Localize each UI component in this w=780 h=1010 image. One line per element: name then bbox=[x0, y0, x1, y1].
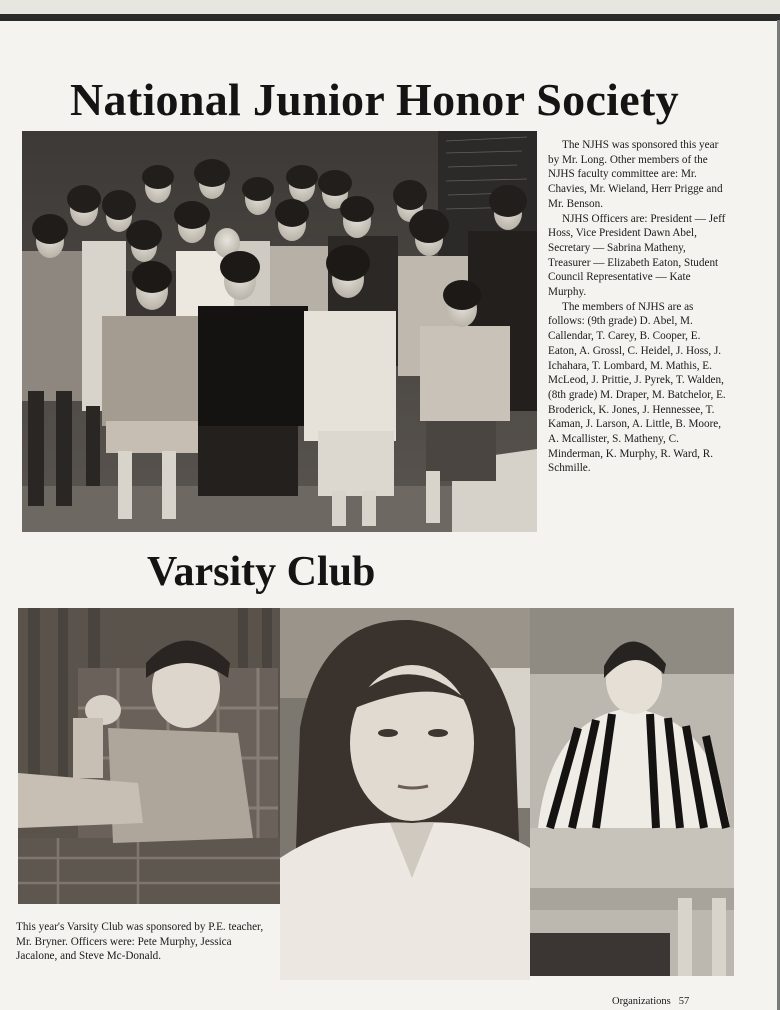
varsity-photo-girl bbox=[280, 608, 530, 980]
page-footer bbox=[612, 996, 689, 1007]
njhs-heading: National Junior Honor Society bbox=[70, 74, 679, 125]
footer-section: Organizations bbox=[612, 996, 671, 1007]
njhs-group-photo bbox=[22, 131, 537, 532]
varsity-caption-text: This year's Varsity Club was sponsored by P.E. teacher, Mr. Bryner. Officers were: Pete Murphy, Jessica Jacalone, and Steve Mc-Donald. bbox=[16, 921, 264, 963]
varsity-photo-boy-striped-shirt bbox=[530, 608, 734, 976]
varsity-club-caption bbox=[16, 920, 268, 964]
varsity-club-heading: Varsity Club bbox=[147, 549, 376, 595]
njhs-paragraph-sponsor: The NJHS was sponsored this year by Mr. Long. Other members of the NJHS faculty committee are: Mr. Chavies, Mr. Wieland, Herr Prigge and Mr. Benson. bbox=[548, 139, 723, 210]
njhs-paragraph-officers: NJHS Officers are: President — Jeff Hoss, Vice President Dawn Abel, Secretary — Sabrina Matheny, Treasurer — Elizabeth Eaton, Student Council Representative — Kate Murphy. bbox=[548, 212, 726, 299]
page-number: 57 bbox=[678, 996, 690, 1007]
njhs-text-column bbox=[548, 138, 728, 476]
top-rule bbox=[0, 14, 780, 21]
njhs-paragraph-members: The members of NJHS are as follows: (9th grade) D. Abel, M. Callendar, T. Carey, B. Cooper, E. Eaton, A. Grossl, C. Heidel, J. Hoss, J. Ichahara, T. Lombard, M. Mathis, E. McLeod, J. Prittie, J. Pyrek, T. Walden, (8th grade) M. Draper, M. Batchelor, E. Broderick, K. Jones, J. Hennessee, T. Kaman, J. Larson, A. Little, B. Moore, A. Mcallister, S. Matheny, C. Minderman, K. Murphy, R. Ward, R. Schmille. bbox=[548, 300, 726, 475]
varsity-photo-boy-in-chair bbox=[18, 608, 280, 904]
